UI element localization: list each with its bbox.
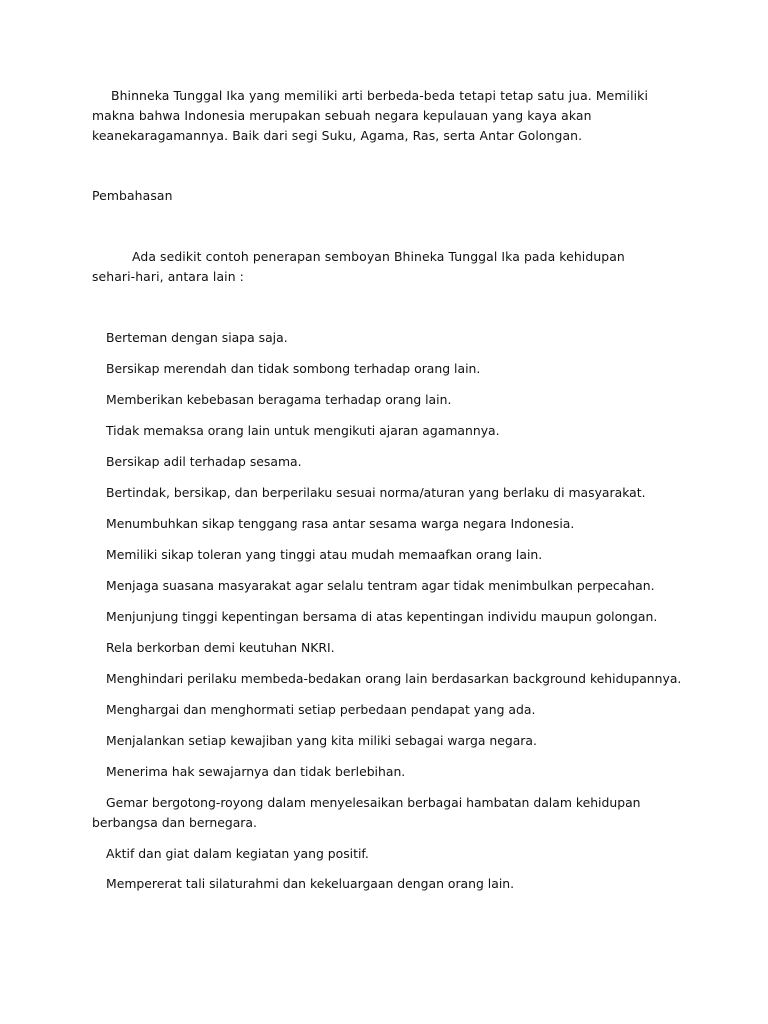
section-heading: Pembahasan [92,188,173,203]
list-item: Berteman dengan siapa saja. [106,330,288,345]
list-item: Rela berkorban demi keutuhan NKRI. [106,640,335,655]
list-item: Menjaga suasana masyarakat agar selalu tentram agar tidak menimbulkan perpecahan. [106,578,655,593]
list-item: Menjunjung tinggi kepentingan bersama di atas kepentingan individu maupun golongan. [106,609,658,624]
list-item: Menghindari perilaku membeda-bedakan orang lain berdasarkan background kehidupannya. [106,671,682,686]
list-item: Memiliki sikap toleran yang tinggi atau mudah memaafkan orang lain. [106,547,543,562]
intro-paragraph: Bhinneka Tunggal Ika yang memiliki arti berbeda-beda tetapi tetap satu jua. Memiliki makna bahwa Indonesia merupakan sebuah negara kepulauan yang kaya akan keanekaragamannya. Baik dari segi Suku, Agama, Ras, serta Antar Golongan. [92,88,649,143]
list-item: Menghargai dan menghormati setiap perbedaan pendapat yang ada. [106,702,536,717]
list-item: Menumbuhkan sikap tenggang rasa antar sesama warga negara Indonesia. [106,516,575,531]
list-item: Aktif dan giat dalam kegiatan yang positif. [106,846,369,861]
list-item: Bersikap adil terhadap sesama. [106,454,302,469]
list-item: Gemar bergotong-royong dalam menyelesaikan berbagai hambatan dalam kehidupan berbangsa dan bernegara. [92,795,641,830]
list-item: Bertindak, bersikap, dan berperilaku sesuai norma/aturan yang berlaku di masyarakat. [106,485,646,500]
list-item: Bersikap merendah dan tidak sombong terhadap orang lain. [106,361,481,376]
list-item: Menjalankan setiap kewajiban yang kita miliki sebagai warga negara. [106,733,537,748]
list-item: Menerima hak sewajarnya dan tidak berlebihan. [106,764,406,779]
list-item: Mempererat tali silaturahmi dan kekeluargaan dengan orang lain. [106,876,515,891]
list-item: Tidak memaksa orang lain untuk mengikuti ajaran agamannya. [106,423,500,438]
lead-paragraph: Ada sedikit contoh penerapan semboyan Bhineka Tunggal Ika pada kehidupan sehari-hari, antara lain : [92,249,625,284]
list-item: Memberikan kebebasan beragama terhadap orang lain. [106,392,452,407]
